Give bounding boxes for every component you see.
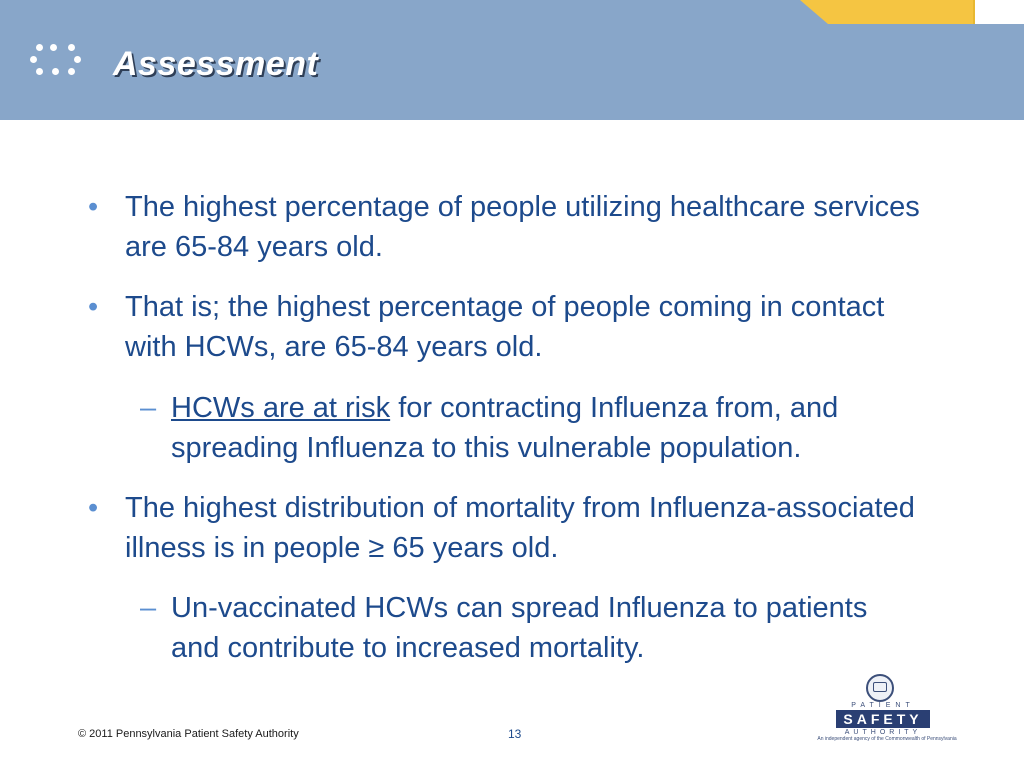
page-number: 13 bbox=[508, 727, 522, 741]
logo-safety-text: SAFETY bbox=[836, 710, 930, 728]
seal-shield-icon bbox=[873, 682, 887, 692]
bullet-item bbox=[88, 187, 955, 267]
sub-bullet-text-rest: for contracting Influenza from, and spreading Influenza to this vulnerable population. bbox=[171, 392, 839, 464]
bullet-item bbox=[88, 287, 925, 367]
patient-safety-authority-logo bbox=[812, 674, 962, 744]
sub-bullet-text bbox=[171, 388, 971, 468]
hcws-at-risk-link[interactable]: HCWs are at risk bbox=[171, 392, 391, 424]
bullet-text: The highest distribution of mortality from Influenza-associated illness is in people ≥ 65 years old. bbox=[125, 492, 915, 564]
bullet-text: The highest percentage of people utilizing healthcare services are 65-84 years old. bbox=[125, 191, 920, 263]
bullet-marker: • bbox=[88, 291, 99, 323]
bullet-marker: • bbox=[88, 492, 99, 524]
logo-authority-text: AUTHORITY bbox=[844, 729, 922, 736]
sub-bullet-marker: – bbox=[140, 592, 157, 624]
sub-bullet-item bbox=[140, 588, 891, 668]
sub-bullet-marker: – bbox=[140, 392, 157, 424]
bullet-marker: • bbox=[88, 191, 99, 223]
bullet-item bbox=[88, 488, 915, 568]
sub-bullet-item bbox=[140, 388, 971, 468]
sub-bullet-text: Un-vaccinated HCWs can spread Influenza to patients and contribute to increased mortality. bbox=[171, 592, 868, 664]
logo-patient-text: PATIENT bbox=[851, 702, 915, 709]
slide-title: Assessment bbox=[113, 45, 319, 83]
logo-tagline: An independent agency of the Commonwealth of Pennsylvania bbox=[817, 736, 957, 742]
bullet-text: That is; the highest percentage of people coming in contact with HCWs, are 65-84 years old. bbox=[125, 291, 885, 363]
state-seal-icon bbox=[866, 674, 894, 702]
copyright-footer: © 2011 Pennsylvania Patient Safety Authority bbox=[78, 728, 299, 740]
